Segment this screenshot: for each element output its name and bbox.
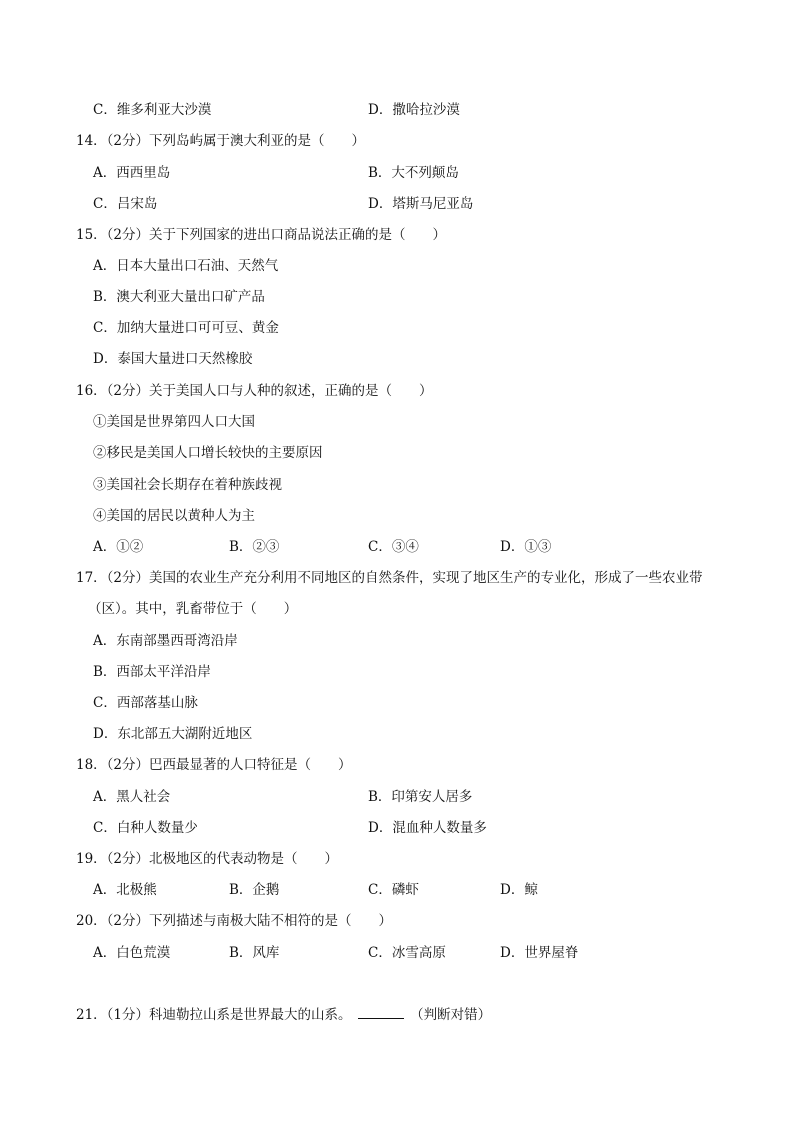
q18-option-d: D．混血种人数量多 [368, 820, 487, 836]
q14-option-d: D．塔斯马尼亚岛 [368, 196, 474, 212]
q15-option-b: B．澳大利亚大量出口矿产品 [93, 289, 265, 305]
q20-stem: 20．（2分）下列描述与南极大陆不相符的是（ ） [76, 913, 393, 929]
q17-stem-line2: （区）。其中，乳畜带位于（ ） [88, 601, 298, 617]
q17-option-c: C．西部落基山脉 [93, 695, 198, 711]
q16-option-b: B．②③ [229, 539, 280, 555]
q15-option-d: D．泰国大量进口天然橡胶 [93, 351, 253, 367]
q17-option-b: B．西部太平洋沿岸 [93, 664, 211, 680]
q15-option-a: A．日本大量出口石油、天然气 [93, 258, 279, 274]
q19-stem: 19．（2分）北极地区的代表动物是（ ） [76, 851, 339, 867]
q16-statement-2: ②移民是美国人口增长较快的主要原因 [93, 445, 323, 461]
q21-answer-blank[interactable] [358, 1006, 404, 1019]
q17-stem-line1: 17．（2分）美国的农业生产充分利用不同地区的自然条件，实现了地区生产的专业化，形成了一些农业带 [76, 570, 703, 586]
q17-option-d: D．东北部五大湖附近地区 [93, 726, 253, 742]
q19-option-b: B．企鹅 [229, 882, 280, 898]
q20-option-c: C．冰雪高原 [368, 945, 446, 961]
q15-option-c: C．加纳大量进口可可豆、黄金 [93, 320, 279, 336]
q18-option-b: B．印第安人居多 [368, 789, 473, 805]
q16-statement-1: ①美国是世界第四人口大国 [93, 414, 255, 430]
q14-option-a: A．西西里岛 [93, 165, 171, 181]
q13-option-d: D．撒哈拉沙漠 [368, 102, 460, 118]
q14-stem: 14．（2分）下列岛屿属于澳大利亚的是（ ） [76, 133, 366, 149]
q19-option-d: D．鲸 [500, 882, 538, 898]
q13-option-c: C．维多利亚大沙漠 [93, 102, 212, 118]
q19-option-c: C．磷虾 [368, 882, 419, 898]
q16-option-c: C．③④ [368, 539, 419, 555]
q18-option-c: C．白种人数量少 [93, 820, 198, 836]
q17-option-a: A．东南部墨西哥湾沿岸 [93, 633, 238, 649]
q16-option-d: D．①③ [500, 539, 552, 555]
q21 [76, 1006, 491, 1024]
q14-option-b: B．大不列颠岛 [368, 165, 459, 181]
q16-option-a: A．①② [93, 539, 144, 555]
q14-option-c: C．吕宋岛 [93, 196, 158, 212]
q16-statement-4: ④美国的居民以黄种人为主 [93, 508, 255, 524]
q16-statement-3: ③美国社会长期存在着种族歧视 [93, 477, 282, 493]
q21-stem: 21．（1分）科迪勒拉山系是世界最大的山系。 [76, 1007, 352, 1023]
q19-option-a: A．北极熊 [93, 882, 157, 898]
q20-option-d: D．世界屋脊 [500, 945, 579, 961]
q20-option-b: B．风库 [229, 945, 280, 961]
q20-option-a: A．白色荒漠 [93, 945, 171, 961]
q18-stem: 18．（2分）巴西最显著的人口特征是（ ） [76, 757, 352, 773]
q16-stem: 16．（2分）关于美国人口与人种的叙述，正确的是（ ） [76, 383, 433, 399]
q18-option-a: A．黑人社会 [93, 789, 171, 805]
q21-suffix: （判断对错） [410, 1007, 492, 1023]
q15-stem: 15．（2分）关于下列国家的进出口商品说法正确的是（ ） [76, 227, 447, 243]
